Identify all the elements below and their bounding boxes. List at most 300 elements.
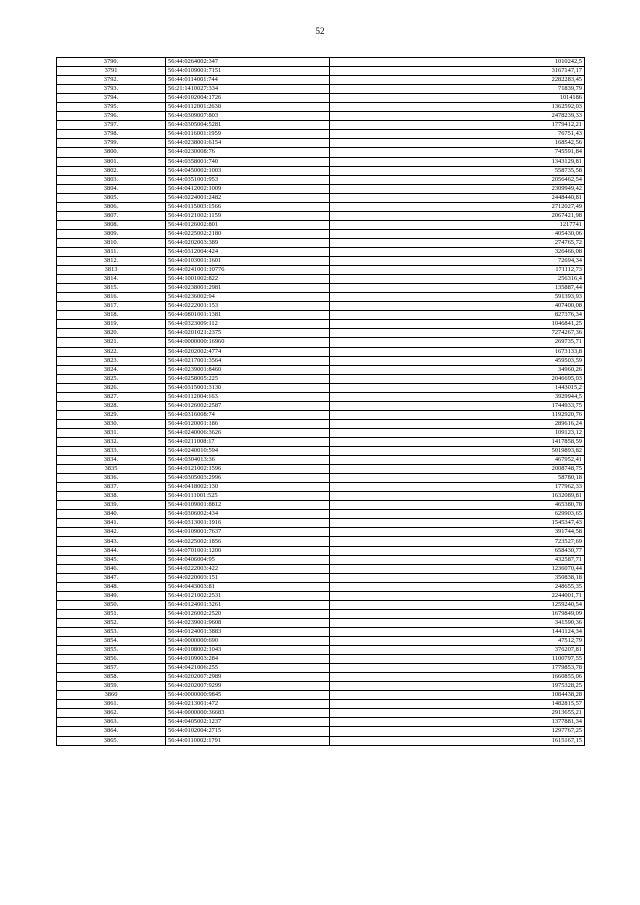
table-row	[57, 447, 585, 456]
cadastral-number-cell: 56:44:0213001:472	[166, 700, 330, 709]
row-number-cell: 3858.	[57, 673, 166, 682]
value-cell: 827376,34	[330, 311, 585, 320]
cadastral-number-cell: 56:44:0124001:3883	[166, 627, 330, 636]
cadastral-number-cell: 56:44:0202007:2989	[166, 673, 330, 682]
cadastral-number-cell: 56:44:0358001:740	[166, 157, 330, 166]
row-number-cell: 3836.	[57, 474, 166, 483]
cadastral-number-cell: 56:44:0120001:186	[166, 419, 330, 428]
cadastral-number-cell: 56:44:0103001:1601	[166, 257, 330, 266]
value-cell: 1443015,2	[330, 383, 585, 392]
registry-table	[56, 57, 585, 746]
value-cell: 76751,43	[330, 130, 585, 139]
row-number-cell: 3818.	[57, 311, 166, 320]
table-row	[57, 519, 585, 528]
cadastral-number-cell: 56:44:0121002:1596	[166, 465, 330, 474]
value-cell: 1673133,8	[330, 347, 585, 356]
table-row	[57, 139, 585, 148]
table-row	[57, 582, 585, 591]
cadastral-number-cell: 56:44:0305004:5281	[166, 121, 330, 130]
row-number-cell: 3837.	[57, 483, 166, 492]
value-cell: 376207,81	[330, 646, 585, 655]
table-row	[57, 211, 585, 220]
value-cell: 2282283,45	[330, 76, 585, 85]
cadastral-number-cell: 56:44:0236002:94	[166, 293, 330, 302]
cadastral-number-cell: 56:44:0109001:8812	[166, 501, 330, 510]
row-number-cell: 3842.	[57, 528, 166, 537]
row-number-cell: 3810.	[57, 238, 166, 247]
row-number-cell: 3806.	[57, 202, 166, 211]
table-row	[57, 85, 585, 94]
cadastral-number-cell: 56:44:0222003:422	[166, 564, 330, 573]
row-number-cell: 3808.	[57, 220, 166, 229]
row-number-cell: 3834.	[57, 456, 166, 465]
cadastral-number-cell: 56:44:0305003:2996	[166, 474, 330, 483]
table-row	[57, 238, 585, 247]
table-row	[57, 627, 585, 636]
cadastral-number-cell: 56:44:0114001:744	[166, 76, 330, 85]
row-number-cell: 3831.	[57, 428, 166, 437]
row-number-cell: 3829.	[57, 410, 166, 419]
value-cell: 71839,79	[330, 85, 585, 94]
value-cell: 1192920,76	[330, 410, 585, 419]
row-number-cell: 3844.	[57, 546, 166, 555]
table-row	[57, 184, 585, 193]
value-cell: 432587,71	[330, 555, 585, 564]
table-row	[57, 673, 585, 682]
table-row	[57, 356, 585, 365]
row-number-cell: 3793.	[57, 85, 166, 94]
table-row	[57, 302, 585, 311]
table-row	[57, 682, 585, 691]
row-number-cell: 3805.	[57, 193, 166, 202]
value-cell: 58780,18	[330, 474, 585, 483]
row-number-cell: 3820.	[57, 329, 166, 338]
cadastral-number-cell: 56:44:0222001:153	[166, 302, 330, 311]
cadastral-number-cell: 56:44:0406004:95	[166, 555, 330, 564]
value-cell: 3167147,17	[330, 67, 585, 76]
cadastral-number-cell: 56:44:0121002:1159	[166, 211, 330, 220]
cadastral-number-cell: 56:44:0224001:2482	[166, 193, 330, 202]
value-cell: 459503,59	[330, 356, 585, 365]
row-number-cell: 3839.	[57, 501, 166, 510]
cadastral-number-cell: 56:44:0126002:2587	[166, 401, 330, 410]
value-cell: 1046841,25	[330, 320, 585, 329]
row-number-cell: 3840.	[57, 510, 166, 519]
table-row	[57, 247, 585, 256]
row-number-cell: 3792.	[57, 76, 166, 85]
cadastral-number-cell: 56:44:0116001:1959	[166, 130, 330, 139]
cadastral-number-cell: 56:44:0239001:8460	[166, 365, 330, 374]
table-row	[57, 383, 585, 392]
value-cell: 1482815,57	[330, 700, 585, 709]
cadastral-number-cell: 56:44:0202002:4774	[166, 347, 330, 356]
value-cell: 326466,08	[330, 247, 585, 256]
table-row	[57, 130, 585, 139]
value-cell: 1100797,55	[330, 655, 585, 664]
value-cell: 591393,93	[330, 293, 585, 302]
cadastral-number-cell: 56:44:0801001:1381	[166, 311, 330, 320]
row-number-cell: 3811.	[57, 247, 166, 256]
cadastral-number-cell: 56:44:0201021:2375	[166, 329, 330, 338]
cadastral-number-cell: 56:44:0110002:1791	[166, 736, 330, 745]
cadastral-number-cell: 56:44:0108002:1043	[166, 646, 330, 655]
value-cell: 1217741	[330, 220, 585, 229]
row-number-cell: 3849.	[57, 591, 166, 600]
cadastral-number-cell: 56:44:0312004:424	[166, 247, 330, 256]
table-row	[57, 229, 585, 238]
cadastral-number-cell: 56:44:0264002:347	[166, 58, 330, 67]
table-row	[57, 392, 585, 401]
row-number-cell: 3841.	[57, 519, 166, 528]
row-number-cell: 3815.	[57, 284, 166, 293]
row-number-cell: 3830.	[57, 419, 166, 428]
cadastral-number-cell: 56:44:0240006:3626	[166, 428, 330, 437]
cadastral-number-cell: 56:44:1001002:822	[166, 275, 330, 284]
value-cell: 1441124,34	[330, 627, 585, 636]
row-number-cell: 3799.	[57, 139, 166, 148]
row-number-cell: 3828.	[57, 401, 166, 410]
value-cell: 558735,58	[330, 166, 585, 175]
row-number-cell: 3817.	[57, 302, 166, 311]
cadastral-number-cell: 56:44:0115003:1566	[166, 202, 330, 211]
table-row	[57, 329, 585, 338]
table-row	[57, 94, 585, 103]
row-number-cell: 3827.	[57, 392, 166, 401]
cadastral-number-cell: 56:44:0109003:284	[166, 655, 330, 664]
table-row	[57, 67, 585, 76]
cadastral-number-cell: 56:44:0316008:74	[166, 410, 330, 419]
row-number-cell: 3822.	[57, 347, 166, 356]
row-number-cell: 3798.	[57, 130, 166, 139]
table-row	[57, 492, 585, 501]
value-cell: 629903,65	[330, 510, 585, 519]
table-row	[57, 528, 585, 537]
cadastral-number-cell: 56:44:0258005:225	[166, 374, 330, 383]
table-row	[57, 58, 585, 67]
registry-table-body	[57, 58, 585, 746]
cadastral-number-cell: 56:44:0111001:525	[166, 492, 330, 501]
table-row	[57, 410, 585, 419]
cadastral-number-cell: 56:44:0102004:2715	[166, 727, 330, 736]
cadastral-number-cell: 56:44:0217001:3564	[166, 356, 330, 365]
cadastral-number-cell: 56:44:0109001:7637	[166, 528, 330, 537]
cadastral-number-cell: 56:44:0309007:803	[166, 112, 330, 121]
table-row	[57, 275, 585, 284]
table-row	[57, 573, 585, 582]
table-row	[57, 546, 585, 555]
value-cell: 1343129,81	[330, 157, 585, 166]
table-row	[57, 501, 585, 510]
row-number-cell: 3825.	[57, 374, 166, 383]
cadastral-number-cell: 56:44:0701001:1200	[166, 546, 330, 555]
row-number-cell: 3845.	[57, 555, 166, 564]
cadastral-number-cell: 56:44:0313001:1916	[166, 519, 330, 528]
value-cell: 2067421,98	[330, 211, 585, 220]
value-cell: 1259240,54	[330, 600, 585, 609]
cadastral-number-cell: 56:44:0240010:594	[166, 447, 330, 456]
value-cell: 2056462,54	[330, 175, 585, 184]
value-cell: 5019893,82	[330, 447, 585, 456]
value-cell: 1417858,59	[330, 437, 585, 446]
value-cell: 658430,77	[330, 546, 585, 555]
row-number-cell: 3796.	[57, 112, 166, 121]
cadastral-number-cell: 56:44:0112001:2630	[166, 103, 330, 112]
cadastral-number-cell: 56:44:0323009:112	[166, 320, 330, 329]
value-cell: 1377881,34	[330, 718, 585, 727]
cadastral-number-cell: 56:44:0241001:10776	[166, 266, 330, 275]
row-number-cell: 3863.	[57, 718, 166, 727]
cadastral-number-cell: 56:44:0306002:434	[166, 510, 330, 519]
value-cell: 269735,71	[330, 338, 585, 347]
table-row	[57, 655, 585, 664]
cadastral-number-cell: 56:44:0000000:36683	[166, 709, 330, 718]
value-cell: 2046695,03	[330, 374, 585, 383]
row-number-cell: 3855.	[57, 646, 166, 655]
row-number-cell: 3800.	[57, 148, 166, 157]
cadastral-number-cell: 56:44:0220003:151	[166, 573, 330, 582]
row-number-cell: 3807.	[57, 211, 166, 220]
row-number-cell: 3850.	[57, 600, 166, 609]
row-number-cell: 3802.	[57, 166, 166, 175]
value-cell: 2913655,21	[330, 709, 585, 718]
value-cell: 1975328,25	[330, 682, 585, 691]
row-number-cell: 3847.	[57, 573, 166, 582]
row-number-cell: 3813	[57, 266, 166, 275]
cadastral-number-cell: 56:44:0000000:690	[166, 637, 330, 646]
cadastral-number-cell: 56:44:0121002:2531	[166, 591, 330, 600]
value-cell: 177962,33	[330, 483, 585, 492]
table-row	[57, 320, 585, 329]
value-cell: 1362592,03	[330, 103, 585, 112]
table-row	[57, 401, 585, 410]
table-row	[57, 193, 585, 202]
value-cell: 1744933,75	[330, 401, 585, 410]
row-number-cell: 3835	[57, 465, 166, 474]
row-number-cell: 3814.	[57, 275, 166, 284]
table-row	[57, 338, 585, 347]
table-row	[57, 646, 585, 655]
table-row	[57, 428, 585, 437]
value-cell: 256316,4	[330, 275, 585, 284]
row-number-cell: 3859.	[57, 682, 166, 691]
row-number-cell: 3851.	[57, 609, 166, 618]
table-row	[57, 474, 585, 483]
table-row	[57, 637, 585, 646]
value-cell: 465380,78	[330, 501, 585, 510]
value-cell: 1010242,5	[330, 58, 585, 67]
value-cell: 1679849,09	[330, 609, 585, 618]
table-row	[57, 293, 585, 302]
row-number-cell: 3795.	[57, 103, 166, 112]
value-cell: 109123,12	[330, 428, 585, 437]
table-row	[57, 166, 585, 175]
value-cell: 2712027,49	[330, 202, 585, 211]
table-row	[57, 618, 585, 627]
cadastral-number-cell: 56:44:0418002:130	[166, 483, 330, 492]
table-row	[57, 437, 585, 446]
row-number-cell: 3824.	[57, 365, 166, 374]
cadastral-number-cell: 56:44:0230008:76	[166, 148, 330, 157]
cadastral-number-cell: 56:44:0225002:2180	[166, 229, 330, 238]
value-cell: 341590,36	[330, 618, 585, 627]
row-number-cell: 3794.	[57, 94, 166, 103]
row-number-cell: 3860	[57, 691, 166, 700]
row-number-cell: 3846.	[57, 564, 166, 573]
cadastral-number-cell: 56:44:0315001:3130	[166, 383, 330, 392]
row-number-cell: 3862.	[57, 709, 166, 718]
value-cell: 168542,56	[330, 139, 585, 148]
value-cell: 2008748,75	[330, 465, 585, 474]
table-row	[57, 157, 585, 166]
value-cell: 350838,18	[330, 573, 585, 582]
cadastral-number-cell: 56:44:0109001:7151	[166, 67, 330, 76]
table-row	[57, 691, 585, 700]
table-row	[57, 700, 585, 709]
cadastral-number-cell: 56:44:0102004:1726	[166, 94, 330, 103]
value-cell: 2448440,81	[330, 193, 585, 202]
value-cell: 289616,24	[330, 419, 585, 428]
cadastral-number-cell: 56:44:0443003:81	[166, 582, 330, 591]
row-number-cell: 3848.	[57, 582, 166, 591]
row-number-cell: 3816.	[57, 293, 166, 302]
value-cell: 723527,69	[330, 537, 585, 546]
row-number-cell: 3833.	[57, 447, 166, 456]
cadastral-number-cell: 56:44:0112004:163	[166, 392, 330, 401]
value-cell: 72694,34	[330, 257, 585, 266]
value-cell: 7274267,36	[330, 329, 585, 338]
row-number-cell: 3861.	[57, 700, 166, 709]
table-row	[57, 600, 585, 609]
row-number-cell: 3856.	[57, 655, 166, 664]
value-cell: 1084438,28	[330, 691, 585, 700]
row-number-cell: 3826.	[57, 383, 166, 392]
value-cell: 407400,08	[330, 302, 585, 311]
table-row	[57, 175, 585, 184]
row-number-cell: 3790.	[57, 58, 166, 67]
value-cell: 171112,73	[330, 266, 585, 275]
row-number-cell: 3854.	[57, 637, 166, 646]
cadastral-number-cell: 56:44:0000000:9845	[166, 691, 330, 700]
row-number-cell: 3853.	[57, 627, 166, 636]
cadastral-number-cell: 56:21:1410027:334	[166, 85, 330, 94]
row-number-cell: 3819.	[57, 320, 166, 329]
table-row	[57, 727, 585, 736]
row-number-cell: 3803.	[57, 175, 166, 184]
row-number-cell: 3801.	[57, 157, 166, 166]
table-row	[57, 112, 585, 121]
row-number-cell: 3864.	[57, 727, 166, 736]
table-row	[57, 266, 585, 275]
table-row	[57, 284, 585, 293]
table-row	[57, 103, 585, 112]
table-row	[57, 709, 585, 718]
value-cell: 1014186	[330, 94, 585, 103]
table-row	[57, 510, 585, 519]
row-number-cell: 3804.	[57, 184, 166, 193]
table-row	[57, 121, 585, 130]
value-cell: 405430,06	[330, 229, 585, 238]
table-row	[57, 465, 585, 474]
cadastral-number-cell: 56:44:0351001:953	[166, 175, 330, 184]
value-cell: 1236070,44	[330, 564, 585, 573]
cadastral-number-cell: 56:44:0421006:255	[166, 664, 330, 673]
table-row	[57, 374, 585, 383]
table-row	[57, 564, 585, 573]
table-row	[57, 220, 585, 229]
value-cell: 745591,84	[330, 148, 585, 157]
table-row	[57, 148, 585, 157]
value-cell: 1660855,06	[330, 673, 585, 682]
cadastral-number-cell: 56:44:0124001:3261	[166, 600, 330, 609]
value-cell: 1779412,21	[330, 121, 585, 130]
table-row	[57, 718, 585, 727]
cadastral-number-cell: 56:44:0450002:1003	[166, 166, 330, 175]
value-cell: 47512,79	[330, 637, 585, 646]
cadastral-number-cell: 56:44:0225002:1856	[166, 537, 330, 546]
table-row	[57, 591, 585, 600]
row-number-cell: 3865.	[57, 736, 166, 745]
row-number-cell: 3797.	[57, 121, 166, 130]
cadastral-number-cell: 56:44:0202003:389	[166, 238, 330, 247]
table-row	[57, 664, 585, 673]
value-cell: 3929944,5	[330, 392, 585, 401]
value-cell: 2478239,33	[330, 112, 585, 121]
table-row	[57, 456, 585, 465]
cadastral-number-cell: 56:44:0000000:16960	[166, 338, 330, 347]
table-row	[57, 483, 585, 492]
row-number-cell: 3857.	[57, 664, 166, 673]
value-cell: 274765,72	[330, 238, 585, 247]
row-number-cell: 3823.	[57, 356, 166, 365]
value-cell: 1545347,43	[330, 519, 585, 528]
value-cell: 248655,35	[330, 582, 585, 591]
table-row	[57, 419, 585, 428]
value-cell: 1779853,78	[330, 664, 585, 673]
table-row	[57, 609, 585, 618]
value-cell: 34960,26	[330, 365, 585, 374]
table-row	[57, 736, 585, 745]
table-row	[57, 76, 585, 85]
row-number-cell: 3852.	[57, 618, 166, 627]
value-cell: 1632089,81	[330, 492, 585, 501]
row-number-cell: 3812.	[57, 257, 166, 266]
row-number-cell: 3821.	[57, 338, 166, 347]
table-row	[57, 537, 585, 546]
row-number-cell: 3832.	[57, 437, 166, 446]
cadastral-number-cell: 56:44:0126002:2520	[166, 609, 330, 618]
value-cell: 467952,41	[330, 456, 585, 465]
value-cell: 2244001,71	[330, 591, 585, 600]
table-row	[57, 311, 585, 320]
cadastral-number-cell: 56:44:0238001:6154	[166, 139, 330, 148]
row-number-cell: 3809.	[57, 229, 166, 238]
value-cell: 2309949,42	[330, 184, 585, 193]
table-row	[57, 365, 585, 374]
value-cell: 135887,44	[330, 284, 585, 293]
table-row	[57, 347, 585, 356]
cadastral-number-cell: 56:44:0238001:2981	[166, 284, 330, 293]
row-number-cell: 3843.	[57, 537, 166, 546]
cadastral-number-cell: 56:44:0126002:801	[166, 220, 330, 229]
cadastral-number-cell: 56:44:0412002:1009	[166, 184, 330, 193]
page-number: 52	[315, 26, 325, 36]
value-cell: 1297767,25	[330, 727, 585, 736]
cadastral-number-cell: 56:44:0239001:9608	[166, 618, 330, 627]
table-row	[57, 555, 585, 564]
value-cell: 1615167,15	[330, 736, 585, 745]
cadastral-number-cell: 56:44:0202007:9299	[166, 682, 330, 691]
table-row	[57, 202, 585, 211]
